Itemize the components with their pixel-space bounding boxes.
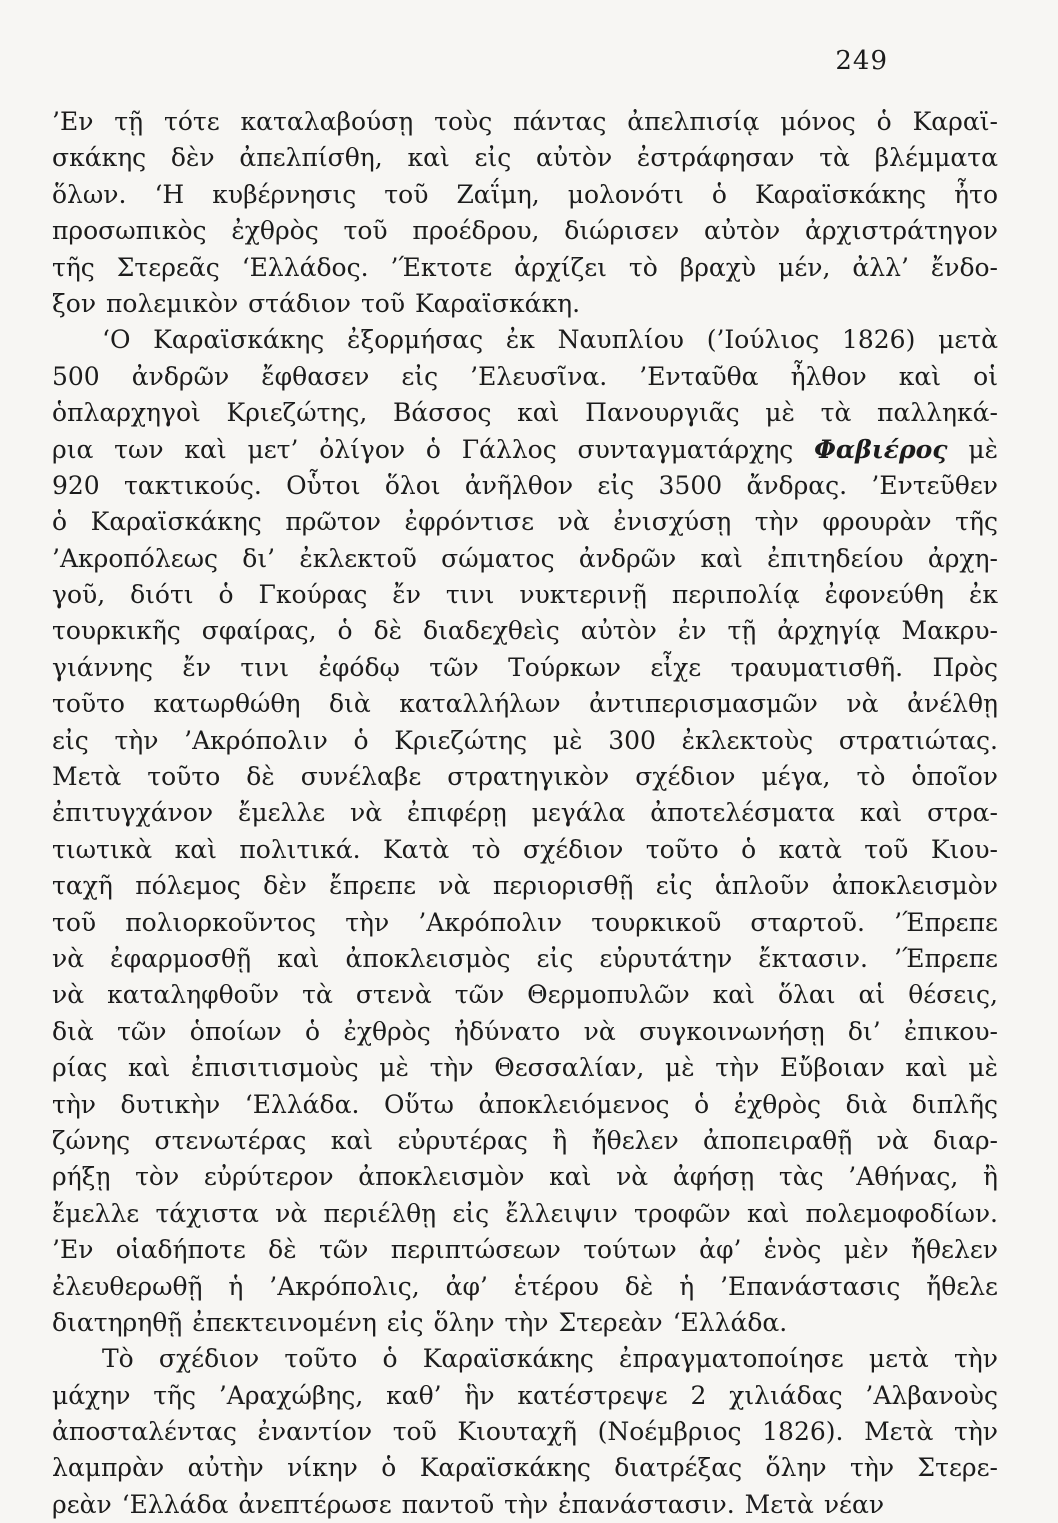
text-line [52, 977, 998, 1013]
text-segment: ‘Ο Καραϊσκάκης ἐξορμήσας ἐκ Ναυπλίου (’Ιούλιος 1826) μετὰ [102, 325, 998, 355]
text-line [52, 322, 998, 358]
text-line [52, 795, 998, 831]
text-line [52, 213, 998, 249]
text-segment: ρίας καὶ ἐπισιτισμοὺς μὲ τὴν Θεσσαλίαν, μὲ τὴν Εὔβοιαν καὶ μὲ [52, 1053, 998, 1083]
text-line [52, 432, 998, 468]
text-line [52, 905, 998, 941]
text-segment: γιάννης ἔν τινι ἐφόδῳ τῶν Τούρκων εἶχε τραυματισθῆ. Πρὸς [52, 652, 998, 682]
text-segment: ἐπιτυγχάνον ἔμελλε νὰ ἐπιφέρῃ μεγάλα ἀποτελέσματα καὶ στρα- [52, 798, 998, 828]
text-line [52, 613, 998, 649]
text-segment: ἀποσταλέντας ἐναντίον τοῦ Κιουταχῆ (Νοέμβριος 1826). Μετὰ τὴν [52, 1417, 998, 1447]
text-line [52, 177, 998, 213]
text-segment: ὁπλαρχηγοὶ Κριεζώτης, Βάσσος καὶ Πανουργιᾶς μὲ τὰ παλληκά- [52, 398, 998, 428]
body-text [52, 104, 998, 1523]
text-segment: τοῦ πολιορκοῦντος τὴν ’Ακρόπολιν τουρκικοῦ σταρτοῦ. ’Έπρεπε [52, 907, 998, 937]
text-line [52, 577, 998, 613]
text-segment: διατηρηθῇ ἐπεκτεινομένη εἰς ὅλην τὴν Στερεὰν ‘Ελλάδα. [52, 1307, 788, 1337]
text-segment: μὲ [947, 434, 998, 464]
text-line [52, 1487, 998, 1523]
text-line [52, 468, 998, 504]
text-line [52, 1014, 998, 1050]
text-line [52, 686, 998, 722]
text-segment: διὰ τῶν ὁποίων ὁ ἐχθρὸς ἠδύνατο νὰ συγκοινωνήσῃ δι’ ἐπικου- [52, 1016, 998, 1046]
text-segment: ὁ Καραϊσκάκης πρῶτον ἐφρόντισε νὰ ἐνισχύσῃ τὴν φρουρὰν τῆς [52, 507, 998, 537]
page-number: 249 [835, 46, 888, 76]
text-segment: 920 τακτικούς. Οὗτοι ὅλοι ἀνῆλθον εἰς 3500 ἄνδρας. ’Εντεῦθεν [52, 470, 998, 500]
text-segment: ’Ακροπόλεως δι’ ἐκλεκτοῦ σώματος ἀνδρῶν καὶ ἐπιτηδείου ἀρχη- [52, 543, 998, 573]
text-segment: τὴν δυτικὴν ‘Ελλάδα. Οὕτω ἀποκλειόμενος ὁ ἐχθρὸς διὰ διπλῆς [52, 1089, 998, 1119]
text-segment: ἐλευθερωθῇ ἡ ’Ακρόπολις, ἀφ’ ἑτέρου δὲ ἡ ’Επανάστασις ἤθελε [52, 1271, 998, 1301]
text-line [52, 1305, 998, 1341]
text-line [52, 723, 998, 759]
text-segment: λαμπρὰν αὐτὴν νίκην ὁ Καραϊσκάκης διατρέξας ὅλην τὴν Στερε- [52, 1453, 998, 1483]
paragraph [52, 104, 998, 322]
text-segment: νὰ ἐφαρμοσθῇ καὶ ἀποκλεισμὸς εἰς εὐρυτάτην ἔκτασιν. ’Έπρεπε [52, 943, 998, 973]
text-line [52, 1050, 998, 1086]
paragraph [52, 322, 998, 1341]
text-line [52, 140, 998, 176]
text-line [52, 1378, 998, 1414]
text-segment: τῆς Στερεᾶς ‘Ελλάδος. ’Έκτοτε ἀρχίζει τὸ βραχὺ μέν, ἀλλ’ ἔνδο- [52, 252, 998, 282]
text-line [52, 504, 998, 540]
text-segment: τοῦτο κατωρθώθη διὰ καταλλήλων ἀντιπερισμασμῶν νὰ ἀνέλθῃ [52, 689, 998, 719]
text-line [52, 650, 998, 686]
text-line [52, 832, 998, 868]
text-segment: τιωτικὰ καὶ πολιτικά. Κατὰ τὸ σχέδιον τοῦτο ὁ κατὰ τοῦ Κιου- [52, 834, 998, 864]
text-line [52, 1232, 998, 1268]
text-segment: ἔμελλε τάχιστα νὰ περιέλθῃ εἰς ἔλλειψιν τροφῶν καὶ πολεμοφοδίων. [52, 1198, 998, 1228]
text-line [52, 1123, 998, 1159]
text-segment: ρεὰν ‘Ελλάδα ἀνεπτέρωσε παντοῦ τὴν ἐπανάστασιν. Μετὰ νέαν [52, 1489, 885, 1519]
text-segment: σκάκης δὲν ἀπελπίσθη, καὶ εἰς αὐτὸν ἐστράφησαν τὰ βλέμματα [52, 143, 998, 173]
text-segment: Μετὰ τοῦτο δὲ συνέλαβε στρατηγικὸν σχέδιον μέγα, τὸ ὁποῖον [52, 762, 998, 792]
text-segment: ὅλων. ‘Η κυβέρνησις τοῦ Ζαΐμη, μολονότι ὁ Καραϊσκάκης ἦτο [52, 179, 998, 209]
text-segment: ταχῆ πόλεμος δὲν ἔπρεπε νὰ περιορισθῇ εἰς ἁπλοῦν ἀποκλεισμὸν [52, 871, 998, 901]
text-segment: 500 ἀνδρῶν ἔφθασεν εἰς ’Ελευσῖνα. ’Ενταῦθα ἦλθον καὶ οἱ [52, 361, 998, 391]
text-segment: γοῦ, διότι ὁ Γκούρας ἔν τινι νυκτερινῇ περιπολίᾳ ἐφονεύθη ἐκ [52, 580, 998, 610]
text-line [52, 1414, 998, 1450]
text-line [52, 104, 998, 140]
text-line [52, 250, 998, 286]
text-segment: εἰς τὴν ’Ακρόπολιν ὁ Κριεζώτης μὲ 300 ἐκλεκτοὺς στρατιώτας. [52, 725, 998, 755]
text-segment: ξον πολεμικὸν στάδιον τοῦ Καραϊσκάκη. [52, 288, 581, 318]
text-line [52, 1159, 998, 1195]
text-line [52, 1450, 998, 1486]
text-segment: μάχην τῆς ’Αραχώβης, καθ’ ἣν κατέστρεψε 2 χιλιάδας ’Αλβανοὺς [52, 1380, 998, 1410]
text-line [52, 1269, 998, 1305]
text-segment: ’Εν οἱαδήποτε δὲ τῶν περιπτώσεων τούτων ἀφ’ ἑνὸς μὲν ἤθελεν [52, 1235, 998, 1265]
text-line [52, 359, 998, 395]
text-line [52, 868, 998, 904]
text-segment: τουρκικῆς σφαίρας, ὁ δὲ διαδεχθεὶς αὐτὸν ἐν τῇ ἀρχηγίᾳ Μακρυ- [52, 616, 998, 646]
text-line [52, 941, 998, 977]
text-line [52, 1341, 998, 1377]
text-segment: ρια των καὶ μετ’ ὀλίγον ὁ Γάλλος συνταγματάρχης [52, 434, 815, 464]
text-line [52, 541, 998, 577]
text-line [52, 1087, 998, 1123]
text-line [52, 395, 998, 431]
text-segment: ρήξῃ τὸν εὐρύτερον ἀποκλεισμὸν καὶ νὰ ἀφήσῃ τὰς ’Αθήνας, ἢ [52, 1162, 998, 1192]
text-segment: προσωπικὸς ἐχθρὸς τοῦ προέδρου, διώρισεν αὐτὸν ἀρχιστράτηγον [52, 216, 998, 246]
text-line [52, 759, 998, 795]
text-line [52, 1196, 998, 1232]
text-line [52, 286, 998, 322]
emphasized-name: Φαβιέρος [814, 434, 948, 464]
paragraph [52, 1341, 998, 1523]
text-segment: ζώνης στενωτέρας καὶ εὐρυτέρας ἢ ἤθελεν ἀποπειραθῇ νὰ διαρ- [52, 1125, 998, 1155]
text-segment: ’Εν τῇ τότε καταλαβούσῃ τοὺς πάντας ἀπελπισίᾳ μόνος ὁ Καραϊ- [52, 107, 998, 136]
text-segment: Τὸ σχέδιον τοῦτο ὁ Καραϊσκάκης ἐπραγματοποίησε μετὰ τὴν [102, 1344, 998, 1374]
text-segment: νὰ καταληφθοῦν τὰ στενὰ τῶν Θερμοπυλῶν καὶ ὅλαι αἱ θέσεις, [52, 980, 998, 1010]
